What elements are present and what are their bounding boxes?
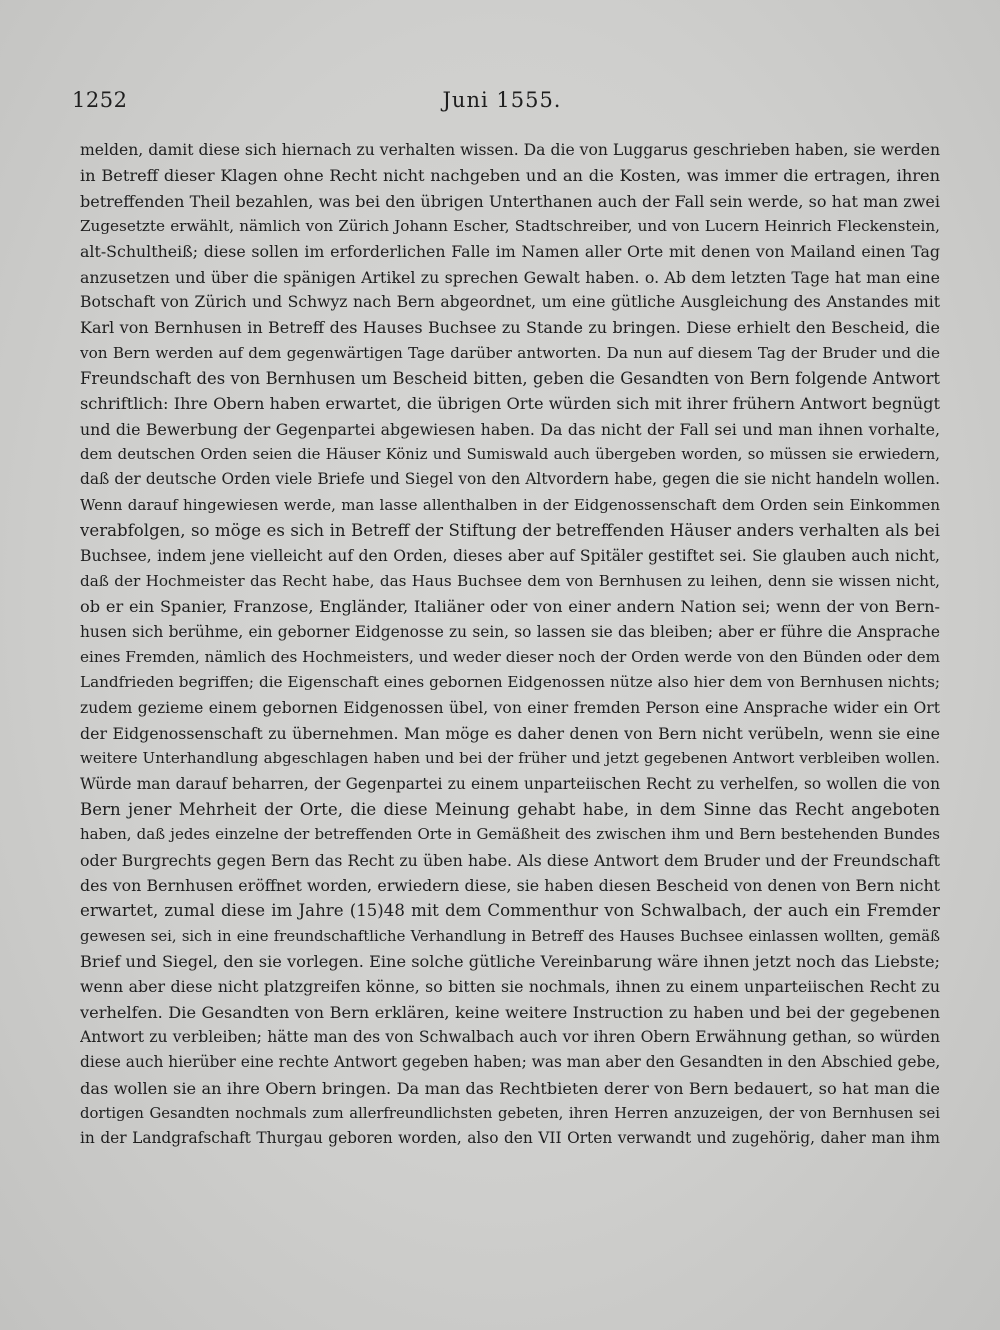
text-line: betreffenden Theil bezahlen, was bei den übrigen Unterthanen auch der Fall sein werde, so hat man zwei [80,191,940,211]
text-line: Antwort zu verbleiben; hätte man des von Schwalbach auch vor ihren Obern Erwähnung gethan, so würden [80,1028,940,1047]
text-line: Freundschaft des von Bernhusen um Bescheid bitten, geben die Gesandten von Bern folgende Antwort [80,369,940,389]
text-line: Bern jener Mehrheit der Orte, die diese Meinung gehabt habe, in dem Sinne das Recht angeboten [80,799,940,819]
text-line: Würde man darauf beharren, der Gegenpartei zu einem unparteiischen Recht zu verhelfen, so wollen die von [80,774,940,793]
text-line: gewesen sei, sich in eine freundschaftliche Verhandlung in Betreff des Hauses Buchsee einlassen wollten, gemäß [80,927,940,945]
text-line: daß der deutsche Orden viele Briefe und Siegel von den Altvordern habe, gegen die sie nicht handeln wollen. [80,470,940,489]
text-line: daß der Hochmeister das Recht habe, das Haus Buchsee dem von Bernhusen zu leihen, denn sie wissen nicht, [80,571,940,590]
text-line: Wenn darauf hingewiesen werde, man lasse allenthalben in der Eidgenossenschaft dem Orden sein Einkommen [80,495,940,514]
text-line: anzusetzen und über die spänigen Artikel zu sprechen Gewalt haben. o. Ab dem letzten Tage hat man eine [80,267,940,287]
page-header [72,88,932,118]
text-line: von Bern werden auf dem gegenwärtigen Tage darüber antworten. Da nun auf diesem Tag der Bruder und die [80,343,940,362]
text-line: das wollen sie an ihre Obern bringen. Da man das Rechtbieten derer von Bern bedauert, so hat man die [80,1078,940,1098]
text-line: und die Bewerbung der Gegenpartei abgewiesen haben. Da das nicht der Fall sei und man ihnen vorhalte, [80,419,940,439]
text-line: alt-Schultheiß; diese sollen im erforderlichen Falle im Namen aller Orte mit denen von Mailand einen Tag [80,242,940,262]
text-line: dem deutschen Orden seien die Häuser Köniz und Sumiswald auch übergeben worden, so müssen sie erwiedern, [80,446,940,464]
text-line: Zugesetzte erwählt, nämlich von Zürich Johann Escher, Stadtschreiber, und von Lucern Heinrich Fleckenstein, [80,217,940,236]
text-line: verhelfen. Die Gesandten von Bern erklären, keine weitere Instruction zu haben und bei der gegebenen [80,1002,940,1022]
text-line: husen sich berühme, ein geborner Eidgenosse zu sein, so lassen sie das bleiben; aber er führe die Ansprache [80,622,940,641]
page-number: 1252 [72,88,128,112]
text-line: Landfrieden begriffen; die Eigenschaft eines gebornen Eidgenossen nütze also hier dem von Bernhusen nichts; [80,673,940,692]
text-line: in Betreff dieser Klagen ohne Recht nicht nachgeben und an die Kosten, was immer die ertragen, ihren [80,166,940,186]
text-line: oder Burgrechts gegen Bern das Recht zu üben habe. Als diese Antwort dem Bruder und der Freundschaft [80,850,940,870]
text-line: schriftlich: Ihre Obern haben erwartet, die übrigen Orte würden sich mit ihrer frühern Antwort begnügt [80,394,940,414]
text-line: diese auch hierüber eine rechte Antwort gegeben haben; was man aber den Gesandten in den Abschied gebe, [80,1053,940,1072]
text-line: verabfolgen, so möge es sich in Betreff der Stiftung der betreffenden Häuser anders verhalten als bei [80,521,940,541]
text-line: haben, daß jedes einzelne der betreffenden Orte in Gemäßheit des zwischen ihm und Bern bestehenden Bundes [80,825,940,844]
text-line: der Eidgenossenschaft zu übernehmen. Man möge es daher denen von Bern nicht verübeln, wenn sie eine [80,723,940,743]
running-title: Juni 1555. [442,88,562,112]
text-line: wenn aber diese nicht platzgreifen könne, so bitten sie nochmals, ihnen zu einem unparteiischen Recht zu [80,977,940,997]
text-line: melden, damit diese sich hiernach zu verhalten wissen. Da die von Luggarus geschrieben haben, sie werden [80,141,940,159]
text-line: des von Bernhusen eröffnet worden, erwiedern diese, sie haben diesen Bescheid von denen von Bern nicht [80,875,940,895]
text-line: zudem gezieme einem gebornen Eidgenossen übel, von einer fremden Person eine Ansprache wider ein Ort [80,698,940,717]
text-line: Buchsee, indem jene vielleicht auf den Orden, dieses aber auf Spitäler gestiftet sei. Sie glauben auch nicht, [80,546,940,565]
text-line: Botschaft von Zürich und Schwyz nach Bern abgeordnet, um eine gütliche Ausgleichung des Anstandes mit [80,293,940,312]
body-text [80,138,940,1152]
text-line: Brief und Siegel, den sie vorlegen. Eine solche gütliche Vereinbarung wäre ihnen jetzt noch das Liebste; [80,952,940,971]
text-line: eines Fremden, nämlich des Hochmeisters, und weder dieser noch der Orden werde von den Bünden oder dem [80,647,940,666]
text-line: Karl von Bernhusen in Betreff des Hauses Buchsee zu Stande zu bringen. Diese erhielt den Bescheid, die [80,318,940,338]
text-line: weitere Unterhandlung abgeschlagen haben und bei der früher und jetzt gegebenen Antwort verbleiben wollen. [80,749,940,768]
text-line: erwartet, zumal diese im Jahre (15)48 mit dem Commenthur von Schwalbach, der auch ein Fremder [80,901,940,921]
text-line: in der Landgrafschaft Thurgau geboren worden, also den VII Orten verwandt und zugehörig, daher man ihm [80,1129,940,1148]
text-line: dortigen Gesandten nochmals zum allerfreundlichsten gebeten, ihren Herren anzuzeigen, der von Bernhusen sei [80,1105,940,1123]
text-line: ob er ein Spanier, Franzose, Engländer, Italiäner oder von einer andern Nation sei; wenn der von Bern- [80,597,940,617]
